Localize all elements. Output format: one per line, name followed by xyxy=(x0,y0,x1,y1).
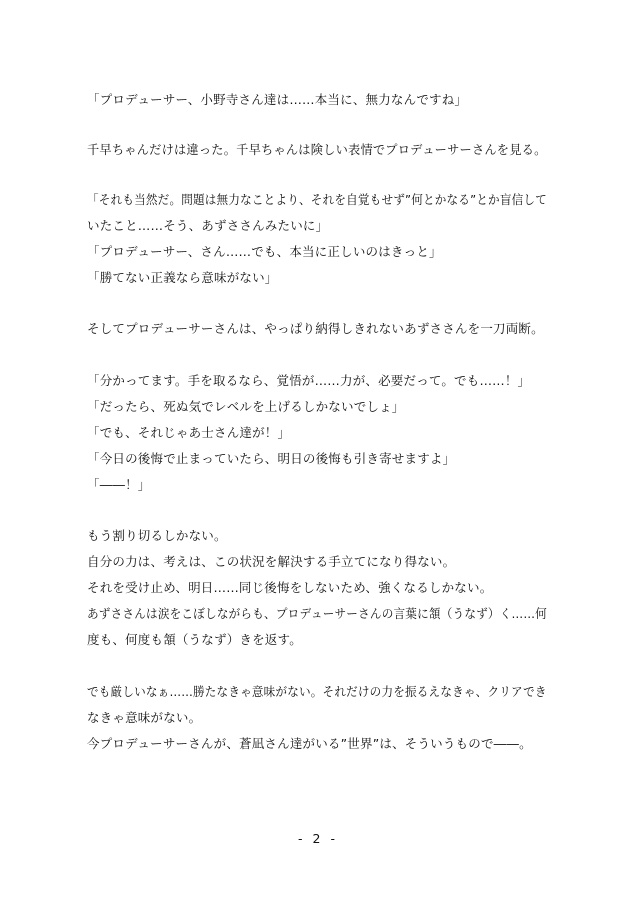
text-line: もう割り切るしかない。 xyxy=(87,528,227,543)
text-line: 度も、何度も頷（うなず）きを返す。 xyxy=(87,632,302,647)
text-line: 「だったら、死ぬ気でレベルを上げるしかないでしょ」 xyxy=(87,399,405,414)
text-line: 「プロデューサー、小野寺さん達は……本当に、無力なんですね」 xyxy=(87,92,468,107)
text-line: 「勝てない正義なら意味がない」 xyxy=(87,270,278,285)
text-line: そしてプロデューサーさんは、やっぱり納得しきれないあずささんを一刀両断。 xyxy=(87,321,544,336)
text-line: なきゃ意味がない。 xyxy=(87,710,202,725)
text-line: 「分かってます。手を取るなら、覚悟が……力が、必要だって。でも……！」 xyxy=(87,373,531,388)
text-line: あずささんは涙をこぼしながらも、プロデューサーさんの言葉に頷（うなず）く……何 xyxy=(87,606,547,621)
text-line: いたこと……そう、あずささんみたいに」 xyxy=(87,218,329,233)
text-line: それを受け止め、明日……同じ後悔をしないため、強くなるしかない。 xyxy=(87,580,493,595)
text-line: 「――！」 xyxy=(87,477,151,492)
text-line: 「それも当然だ。問題は無力なことより、それを自覚もせず”何とかなる”とか盲信して xyxy=(87,192,547,207)
text-line: 千早ちゃんだけは違った。千早ちゃんは険しい表情でプロデューサーさんを見る。 xyxy=(87,142,547,157)
text-line: 今プロデューサーさんが、蒼凪さん達がいる”世界”は、そういうもので――。 xyxy=(87,736,532,751)
text-line: 自分の力は、考えは、この状況を解決する手立てになり得ない。 xyxy=(87,554,456,569)
text-line: 「今日の後悔で止まっていたら、明日の後悔も引き寄せますよ」 xyxy=(87,451,456,466)
text-line: 「プロデューサー、さん……でも、本当に正しいのはきっと」 xyxy=(87,244,442,259)
page-number: - 2 - xyxy=(298,831,338,846)
text-line: 「でも、それじゃあ士さん達が！」 xyxy=(87,425,291,440)
text-line: でも厳しいなぁ……勝たなきゃ意味がない。それだけの力を振るえなきゃ、クリアでき xyxy=(87,684,547,699)
